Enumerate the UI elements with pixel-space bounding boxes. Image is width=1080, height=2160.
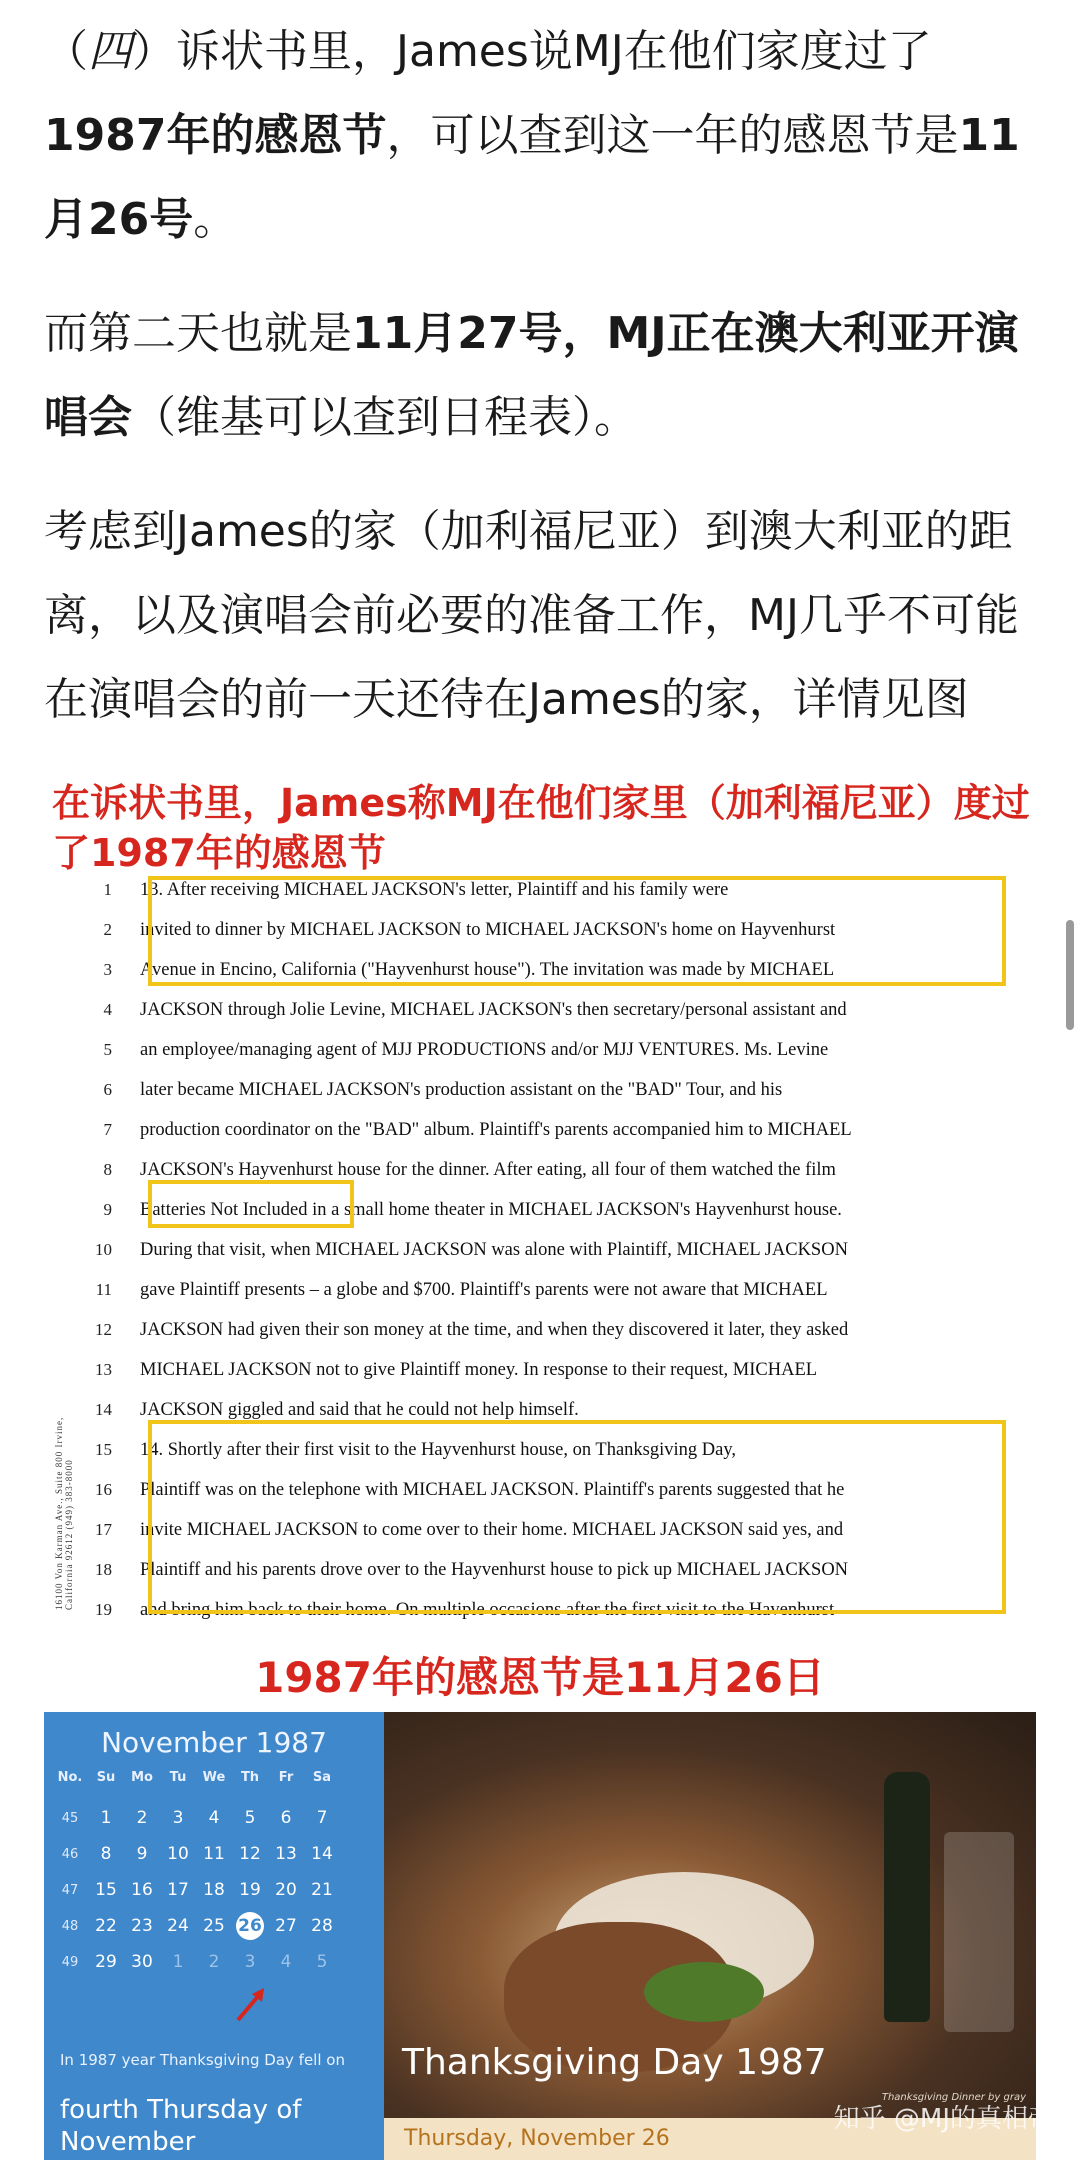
line-text: an employee/managing agent of MJJ PRODUCTIONS and/or MJJ VENTURES. Ms. Levine (140, 1039, 829, 1060)
calendar-weekday-header: Sa (312, 1770, 332, 1785)
calendar-day: 16 (131, 1880, 153, 1900)
line-number: 1 (103, 880, 112, 899)
calendar-week-row (52, 1944, 340, 1980)
calendar-weekday-header: Tu (169, 1770, 187, 1785)
document-line (44, 990, 1036, 1030)
wine-glass-shape (944, 1832, 1014, 2032)
line-text: JACKSON's Hayvenhurst house for the dinner. After eating, all four of them watched the film (140, 1159, 836, 1180)
line-number: 5 (103, 1040, 112, 1059)
line-number: 2 (103, 920, 112, 939)
calendar-day: 27 (275, 1916, 297, 1936)
calendar-title: November 1987 (101, 1726, 327, 1759)
calendar-day: 1 (172, 1952, 184, 1972)
wine-bottle-shape (884, 1772, 930, 2022)
calendar-day: 29 (95, 1952, 117, 1972)
calendar-day: 9 (136, 1844, 148, 1864)
scrollbar-thumb[interactable] (1066, 920, 1074, 1030)
document-line (44, 1030, 1036, 1070)
greens-shape (644, 1962, 764, 2022)
calendar-week-number: 49 (61, 1954, 79, 1970)
photo-title: Thanksgiving Day 1987 (402, 2042, 827, 2083)
calendar-day: 21 (311, 1880, 333, 1900)
line-text: JACKSON giggled and said that he could not help himself. (140, 1399, 579, 1420)
calendar-day: 24 (167, 1916, 189, 1936)
paragraph-concert-date: 而第二天也就是11月27号，MJ正在澳大利亚开演唱会（维基可以查到日程表）。 (44, 308, 1019, 443)
line-number: 12 (95, 1320, 112, 1339)
line-text: 13. After receiving MICHAEL JACKSON's letter, Plaintiff and his family were (140, 879, 729, 900)
calendar-day-highlighted: 26 (236, 1912, 264, 1940)
document-line (44, 1270, 1036, 1310)
calendar-day: 5 (244, 1808, 256, 1828)
line-text: invited to dinner by MICHAEL JACKSON to MICHAEL JACKSON's home on Hayvenhurst (140, 919, 836, 940)
calendar-day: 18 (203, 1880, 225, 1900)
calendar-day: 2 (136, 1808, 148, 1828)
line-text: 14. Shortly after their first visit to the Hayvenhurst house, on Thanksgiving Day, (140, 1439, 737, 1460)
line-text: JACKSON through Jolie Levine, MICHAEL JACKSON's then secretary/personal assistant and (140, 999, 847, 1020)
calendar-day: 13 (275, 1844, 297, 1864)
calendar-header-row (52, 1770, 340, 1785)
line-number: 7 (103, 1120, 112, 1139)
line-number: 10 (95, 1240, 112, 1259)
red-arrow-icon (232, 1984, 272, 2024)
document-line (44, 1350, 1036, 1390)
calendar-day: 25 (203, 1916, 225, 1936)
line-number: 4 (103, 1000, 112, 1019)
thanksgiving-date-caption: 1987年的感恩节是11月26日 (255, 1653, 825, 1702)
calendar-week-number: 47 (61, 1882, 79, 1898)
highlight-box-thanksgiving (148, 1420, 1006, 1614)
line-number: 14 (95, 1400, 112, 1419)
line-number: 19 (95, 1600, 112, 1619)
calendar-day: 12 (239, 1844, 261, 1864)
calendar-grid (52, 1800, 340, 1980)
calendar-day: 17 (167, 1880, 189, 1900)
calendar-day: 2 (208, 1952, 220, 1972)
photo-date-bar: Thursday, November 26 (384, 2118, 1036, 2160)
document-line (44, 1110, 1036, 1150)
line-text: During that visit, when MICHAEL JACKSON was alone with Plaintiff, MICHAEL JACKSON (140, 1239, 848, 1260)
calendar-day: 10 (167, 1844, 189, 1864)
line-text: Batteries Not Included in a small home theater in MICHAEL JACKSON's Hayvenhurst house. (140, 1199, 842, 1220)
document-line (44, 1070, 1036, 1110)
photo-credit: Thanksgiving Dinner by gray (881, 2092, 1026, 2103)
calendar-weekday-header: No. (57, 1770, 83, 1785)
calendar-day: 7 (316, 1808, 328, 1828)
line-number: 13 (95, 1360, 112, 1379)
calendar-week-row (52, 1908, 340, 1944)
calendar-day: 15 (95, 1880, 117, 1900)
calendar-big-note: fourth Thursday of November (60, 2095, 302, 2157)
paragraph-thanksgiving-claim: （四）诉状书里，James说MJ在他们家度过了1987年的感恩节，可以查到这一年的感恩节是11月26号。 (44, 26, 1020, 245)
highlight-box-film (148, 1180, 354, 1228)
calendar-weekday-header: Fr (278, 1770, 294, 1785)
line-number: 9 (103, 1200, 112, 1219)
line-number: 8 (103, 1160, 112, 1179)
line-number: 11 (95, 1280, 112, 1299)
calendar-weekday-header: Th (240, 1770, 260, 1785)
law-firm-address: 16100 Von Karman Ave., Suite 800 Irvine, California 92612 (949) 383-8000 (54, 1416, 74, 1610)
line-text: MICHAEL JACKSON not to give Plaintiff money. In response to their request, MICHAEL (140, 1359, 818, 1380)
line-text: Plaintiff and his parents drove over to the Hayvenhurst house to pick up MICHAEL JACKSON (140, 1559, 849, 1580)
calendar-day: 14 (311, 1844, 333, 1864)
calendar-weekday-header: We (202, 1770, 226, 1785)
calendar-week-number: 45 (61, 1810, 79, 1826)
calendar-day: 1 (100, 1808, 112, 1828)
line-text: later became MICHAEL JACKSON's production assistant on the "BAD" Tour, and his (140, 1079, 783, 1100)
line-text: Avenue in Encino, California ("Hayvenhurst house"). The invitation was made by MICHAEL (140, 959, 835, 980)
calendar-week-row (52, 1872, 340, 1908)
line-text: and bring him back to their home. On multiple occasions after the first visit to the Havenhurst (140, 1599, 835, 1620)
calendar-day: 30 (131, 1952, 153, 1972)
calendar-week-number: 46 (61, 1846, 79, 1862)
line-number: 3 (103, 960, 112, 979)
calendar-week-row (52, 1836, 340, 1872)
calendar-day: 6 (280, 1808, 292, 1828)
highlight-box-invitation (148, 876, 1006, 986)
calendar-day: 3 (244, 1952, 256, 1972)
calendar-day: 28 (311, 1916, 333, 1936)
calendar-note: In 1987 year Thanksgiving Day fell on (60, 2051, 345, 2069)
paragraph-distance-reasoning: 考虑到James的家（加利福尼亚）到澳大利亚的距离，以及演唱会前必要的准备工作，MJ几乎不可能在演唱会的前一天还待在James的家，详情见图 (44, 506, 1019, 725)
calendar-day: 4 (280, 1952, 292, 1972)
calendar-day: 3 (172, 1808, 184, 1828)
document-line (44, 1230, 1036, 1270)
line-text: invite MICHAEL JACKSON to come over to their home. MICHAEL JACKSON said yes, and (140, 1519, 844, 1540)
line-number: 6 (103, 1080, 112, 1099)
line-number: 16 (95, 1480, 112, 1499)
line-text: production coordinator on the "BAD" album. Plaintiff's parents accompanied him to MICHAEL (140, 1119, 852, 1140)
court-document-image (44, 770, 1036, 1630)
line-text: Plaintiff was on the telephone with MICHAEL JACKSON. Plaintiff's parents suggested that he (140, 1479, 845, 1500)
calendar-day: 20 (275, 1880, 297, 1900)
document-caption: 在诉状书里，James称MJ在他们家里（加利福尼亚）度过了1987年的感恩节 (52, 781, 1030, 875)
calendar-day: 11 (203, 1844, 225, 1864)
calendar-week-number: 48 (61, 1918, 79, 1934)
line-number: 15 (95, 1440, 112, 1459)
thanksgiving-banner-image (44, 1712, 1036, 2160)
calendar-weekday-header: Mo (131, 1770, 153, 1785)
line-text: gave Plaintiff presents – a globe and $700. Plaintiff's parents were not aware that MICHAEL (140, 1279, 828, 1300)
calendar-week-row (52, 1800, 340, 1836)
thanksgiving-dinner-photo (384, 1712, 1036, 2160)
calendar-day: 23 (131, 1916, 153, 1936)
calendar-weekday-header: Su (96, 1770, 116, 1785)
calendar-panel (44, 1712, 384, 2160)
line-number: 17 (95, 1520, 112, 1539)
line-number: 18 (95, 1560, 112, 1579)
calendar-day: 8 (100, 1844, 112, 1864)
calendar-day: 19 (239, 1880, 261, 1900)
calendar-day: 5 (316, 1952, 328, 1972)
line-text: JACKSON had given their son money at the time, and when they discovered it later, they asked (140, 1319, 849, 1340)
calendar-day: 4 (208, 1808, 220, 1828)
calendar-day: 22 (95, 1916, 117, 1936)
document-line (44, 1310, 1036, 1350)
zhihu-watermark: 知乎 @MJ的真相帝 (833, 2104, 1054, 2134)
